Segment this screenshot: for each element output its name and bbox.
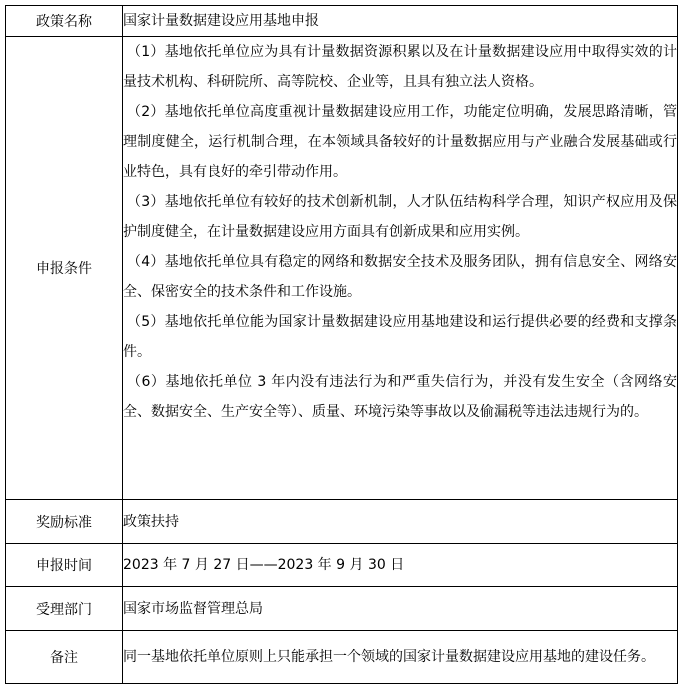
remarks-label: 备注 <box>6 631 123 684</box>
condition-item-2: （2）基地依托单位高度重视计量数据建设应用工作，功能定位明确，发展思路清晰，管理制度健全，运行机制合理，在本领域具备较好的计量数据应用与产业融合发展基础或行业特色，具有良好的牵引带动作用。 <box>123 104 677 180</box>
application-period-label: 申报时间 <box>6 544 123 587</box>
conditions-list <box>123 37 678 500</box>
condition-item-1: （1）基地依托单位应为具有计量数据资源积累以及在计量数据建设应用中取得实效的计量技术机构、科研院所、高等院校、企业等，且具有独立法人资格。 <box>123 44 677 90</box>
policy-name-label: 政策名称 <box>6 6 123 37</box>
department-value: 国家市场监督管理总局 <box>123 587 678 631</box>
conditions-label: 申报条件 <box>6 37 123 500</box>
policy-name-value: 国家计量数据建设应用基地申报 <box>123 6 678 37</box>
row-reward <box>6 500 678 544</box>
condition-item-4: （4）基地依托单位具有稳定的网络和数据安全技术及服务团队，拥有信息安全、网络安全、保密安全的技术条件和工作设施。 <box>123 254 677 300</box>
reward-label: 奖励标准 <box>6 500 123 544</box>
row-remarks <box>6 631 678 684</box>
remarks-value: 同一基地依托单位原则上只能承担一个领域的国家计量数据建设应用基地的建设任务。 <box>123 631 678 684</box>
reward-value: 政策扶持 <box>123 500 678 544</box>
condition-item-6: （6）基地依托单位 3 年内没有违法行为和严重失信行为，并没有发生安全（含网络安全、数据安全、生产安全等）、质量、环境污染等事故以及偷漏税等违法违规行为的。 <box>123 374 677 420</box>
row-conditions <box>6 37 678 500</box>
department-label: 受理部门 <box>6 587 123 631</box>
condition-item-3: （3）基地依托单位有较好的技术创新机制，人才队伍结构科学合理，知识产权应用及保护制度健全，在计量数据建设应用方面具有创新成果和应用实例。 <box>123 194 677 240</box>
condition-item-5: （5）基地依托单位能为国家计量数据建设应用基地建设和运行提供必要的经费和支撑条件。 <box>123 314 677 360</box>
application-period-value: 2023 年 7 月 27 日——2023 年 9 月 30 日 <box>123 544 678 587</box>
row-department <box>6 587 678 631</box>
row-application-period <box>6 544 678 587</box>
policy-table <box>5 5 678 684</box>
row-policy-name <box>6 6 678 37</box>
